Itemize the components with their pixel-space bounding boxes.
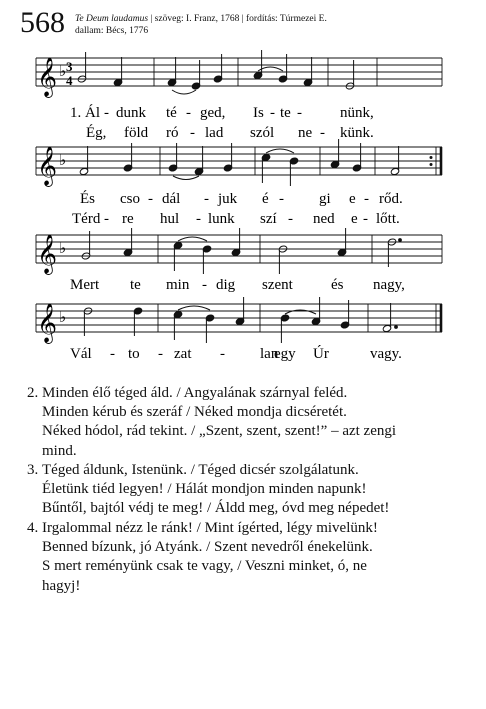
lyric: És bbox=[80, 191, 95, 207]
lyric: min bbox=[166, 277, 190, 293]
melody-credit: dallam: Bécs, 1776 bbox=[75, 26, 149, 36]
stanza-line: S mert reményünk csak te vagy, / Veszni minket, ó, ne bbox=[42, 558, 367, 575]
lyric: és bbox=[331, 277, 344, 293]
stanza-line: Bűntől, bajtól védj te meg! / Áldd meg, óvd meg népedet! bbox=[42, 500, 390, 517]
treble-clef-icon: 𝄞 bbox=[37, 146, 58, 186]
lyric: gi bbox=[319, 191, 331, 207]
lyric: föld bbox=[124, 125, 149, 141]
lyric: re bbox=[122, 211, 134, 225]
lyric: - bbox=[297, 105, 302, 121]
stanza-line: Benned bízunk, jó Atyánk. / Szent nevedről énekelünk. bbox=[42, 539, 373, 556]
lyric: dunk bbox=[116, 105, 146, 121]
flat-icon: ♭ bbox=[59, 308, 67, 326]
lyric: té bbox=[166, 105, 177, 121]
lyric: Mert bbox=[70, 277, 100, 293]
lyric: lan bbox=[260, 346, 279, 362]
stanza-line: mind. bbox=[42, 442, 77, 459]
lyric: Is bbox=[253, 105, 264, 121]
stanza-4 bbox=[27, 519, 378, 596]
repeat-dot bbox=[430, 156, 433, 159]
flat-icon: ♭ bbox=[59, 62, 67, 80]
lyric: - bbox=[190, 125, 195, 141]
stanza-number: 2. bbox=[27, 385, 39, 401]
lyric: te bbox=[130, 277, 141, 293]
treble-clef-icon: 𝄞 bbox=[37, 234, 58, 274]
lyric: szól bbox=[250, 125, 275, 141]
lyric: - bbox=[186, 105, 191, 121]
stanza-line: Irgalommal nézz le ránk! / Mint ígérted, légy mivelünk! bbox=[42, 520, 378, 536]
lyric: szent bbox=[262, 277, 293, 293]
staff-system-3 bbox=[0, 225, 486, 300]
lyric: é bbox=[262, 191, 269, 207]
lyric: ned bbox=[313, 211, 335, 225]
stanza-line: Néked hódol, rád tekint. / „Szent, szent, szent!” – azt zengi bbox=[42, 423, 397, 440]
lyric: lunk bbox=[208, 211, 235, 225]
lyric: e bbox=[351, 211, 358, 225]
lyric: 1. Ál bbox=[70, 105, 100, 121]
staff-system-4 bbox=[0, 290, 486, 370]
lyric: Ég, bbox=[86, 125, 107, 141]
lyric: egy bbox=[274, 346, 296, 362]
treble-clef-icon: 𝄞 bbox=[37, 57, 58, 97]
lyric: - bbox=[279, 191, 284, 207]
lyric: ne bbox=[298, 125, 313, 141]
lyric: nünk, bbox=[340, 105, 374, 121]
lyric: to bbox=[128, 346, 140, 362]
treble-clef-icon: 𝄞 bbox=[37, 303, 58, 343]
lyric: dig bbox=[216, 277, 236, 293]
lyric: - bbox=[104, 211, 109, 225]
lyric: juk bbox=[218, 191, 238, 207]
lyric: ró bbox=[166, 125, 179, 141]
stanza-line: Minden kérub és szeráf / Néked mondja dicséretét. bbox=[42, 404, 347, 421]
stanza-number: 3. bbox=[27, 462, 39, 478]
lyric: rőd. bbox=[379, 191, 403, 207]
stanza-number: 4. bbox=[27, 520, 39, 536]
credits-text: | szöveg: I. Franz, 1768 | fordítás: Túrmezei E. bbox=[148, 14, 327, 24]
lyric: - bbox=[320, 125, 325, 141]
stanza-line: Minden élő téged áld. / Angyalának szárnyal feléd. bbox=[42, 385, 348, 401]
lyric: - bbox=[110, 346, 115, 362]
flat-icon: ♭ bbox=[59, 239, 67, 257]
lyric: ged, bbox=[200, 105, 226, 121]
time-sig-top: 3 bbox=[66, 59, 73, 74]
stanza-line: Téged áldunk, Istenünk. / Téged dicsér szolgálatunk. bbox=[42, 462, 359, 478]
lyric: Vál bbox=[70, 346, 92, 362]
lyric: - bbox=[364, 191, 369, 207]
repeat-dot bbox=[430, 163, 433, 166]
stanza-line: Életünk tiéd legyen! / Hálát mondjon minden napunk! bbox=[42, 481, 367, 498]
lyric: - bbox=[204, 191, 209, 207]
lyric: - bbox=[148, 191, 153, 207]
lyric: lad bbox=[205, 125, 224, 141]
lyric: cso bbox=[120, 191, 140, 207]
lyric: - bbox=[270, 105, 275, 121]
lyric: - bbox=[158, 346, 163, 362]
lyric: - bbox=[196, 211, 201, 225]
staff-system-2 bbox=[0, 135, 486, 225]
lyric: - bbox=[202, 277, 207, 293]
lyric: hul bbox=[160, 211, 180, 225]
lyric: - bbox=[288, 211, 293, 225]
hymn-number: 568 bbox=[20, 6, 65, 39]
lyric: - bbox=[363, 211, 368, 225]
lyric: dál bbox=[162, 191, 181, 207]
lyric: vagy. bbox=[370, 346, 402, 362]
lyric: künk. bbox=[340, 125, 374, 141]
stanza-line: hagyj! bbox=[42, 577, 81, 594]
lyric: lőtt. bbox=[376, 211, 400, 225]
lyric: - bbox=[220, 346, 225, 362]
lyric: Úr bbox=[313, 346, 329, 362]
time-sig-bottom: 4 bbox=[66, 73, 73, 88]
lyric: te bbox=[280, 105, 291, 121]
lyric: e bbox=[349, 191, 356, 207]
stanza-3 bbox=[27, 461, 390, 519]
hymn-credits bbox=[75, 13, 475, 37]
lyric: szí bbox=[260, 211, 277, 225]
lyric: nagy, bbox=[373, 277, 405, 293]
hymn-title: Te Deum laudamus bbox=[75, 14, 149, 24]
lyric: - bbox=[104, 105, 109, 121]
lyric: Térd bbox=[72, 211, 101, 225]
stanza-2 bbox=[27, 384, 397, 461]
flat-icon: ♭ bbox=[59, 151, 67, 169]
lyric: zat bbox=[174, 346, 192, 362]
